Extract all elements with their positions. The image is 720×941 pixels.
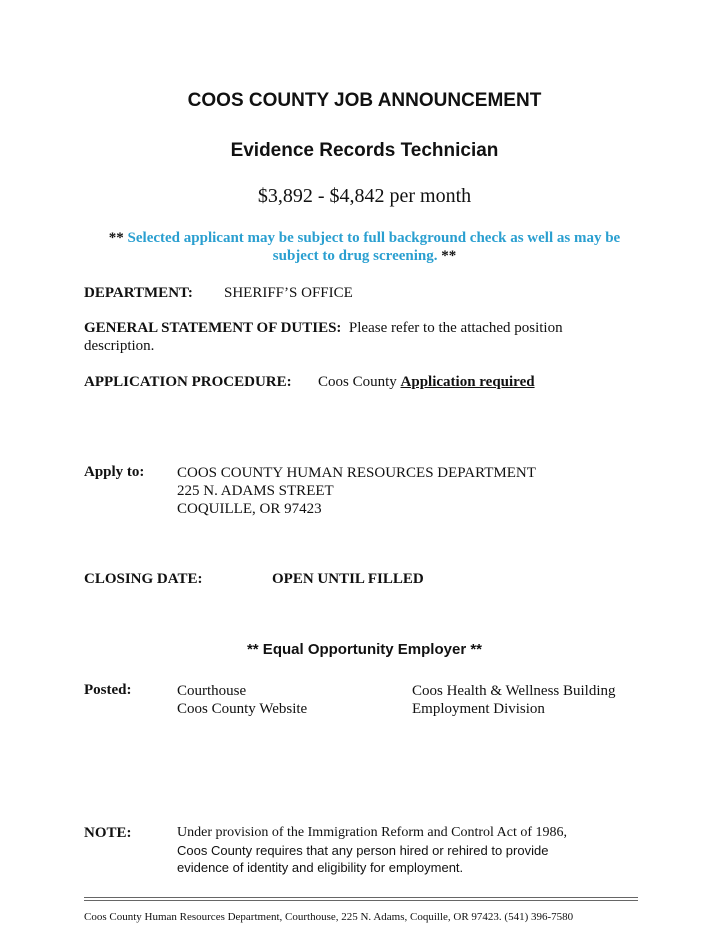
job-title: Evidence Records Technician xyxy=(230,140,499,161)
salary-range: $3,892 - $4,842 per month xyxy=(257,185,472,207)
posted-location: Courthouse xyxy=(177,683,247,699)
posted-location: Coos Health & Wellness Building xyxy=(412,683,616,699)
note-line3: evidence of identity and eligibility for employment. xyxy=(177,860,464,875)
address-line: COOS COUNTY HUMAN RESOURCES DEPARTMENT xyxy=(177,465,536,481)
duties-label: GENERAL STATEMENT OF DUTIES: xyxy=(84,320,342,336)
duties-text: Please refer to the attached position xyxy=(348,320,563,336)
procedure-value xyxy=(318,374,535,391)
procedure-label: APPLICATION PROCEDURE: xyxy=(84,374,292,390)
footer-divider-bottom xyxy=(84,900,638,901)
duties-line1 xyxy=(84,320,563,337)
address-line: COQUILLE, OR 97423 xyxy=(177,501,322,517)
department-value: SHERIFF’S OFFICE xyxy=(224,285,353,301)
notice-text-1: Selected applicant may be subject to full background check as well as may be xyxy=(127,230,621,246)
department-label: DEPARTMENT: xyxy=(84,285,193,301)
closing-label: CLOSING DATE: xyxy=(84,571,203,587)
address-line: 225 N. ADAMS STREET xyxy=(177,483,334,499)
duties-line2: description. xyxy=(84,338,155,354)
screening-notice-line2 xyxy=(0,248,720,265)
notice-text-2: subject to drug screening. xyxy=(272,248,438,264)
equal-opportunity-employer: ** Equal Opportunity Employer ** xyxy=(246,641,483,658)
posted-location: Coos County Website xyxy=(177,701,308,717)
application-link[interactable]: Application required xyxy=(400,374,535,390)
apply-address xyxy=(177,464,536,518)
posted-label: Posted: xyxy=(84,682,132,698)
posted-column-1 xyxy=(177,682,307,718)
posted-column-2 xyxy=(412,682,616,718)
note-label: NOTE: xyxy=(84,825,132,841)
closing-value: OPEN UNTIL FILLED xyxy=(272,571,424,587)
posted-location: Employment Division xyxy=(412,701,545,717)
footer-divider-top xyxy=(84,897,638,898)
note-line2: Coos County requires that any person hired or rehired to provide xyxy=(177,843,549,858)
announcement-title: COOS COUNTY JOB ANNOUNCEMENT xyxy=(187,90,542,111)
footer-contact: Coos County Human Resources Department, Courthouse, 225 N. Adams, Coquille, OR 97423. (541) 396-7580 xyxy=(84,911,574,923)
notice-stars: ** xyxy=(441,248,457,264)
notice-stars: ** xyxy=(108,230,124,246)
procedure-prefix: Coos County xyxy=(318,374,397,390)
apply-label: Apply to: xyxy=(84,464,145,480)
screening-notice-line1 xyxy=(0,230,720,247)
note-line1: Under provision of the Immigration Reform and Control Act of 1986, xyxy=(177,825,567,840)
